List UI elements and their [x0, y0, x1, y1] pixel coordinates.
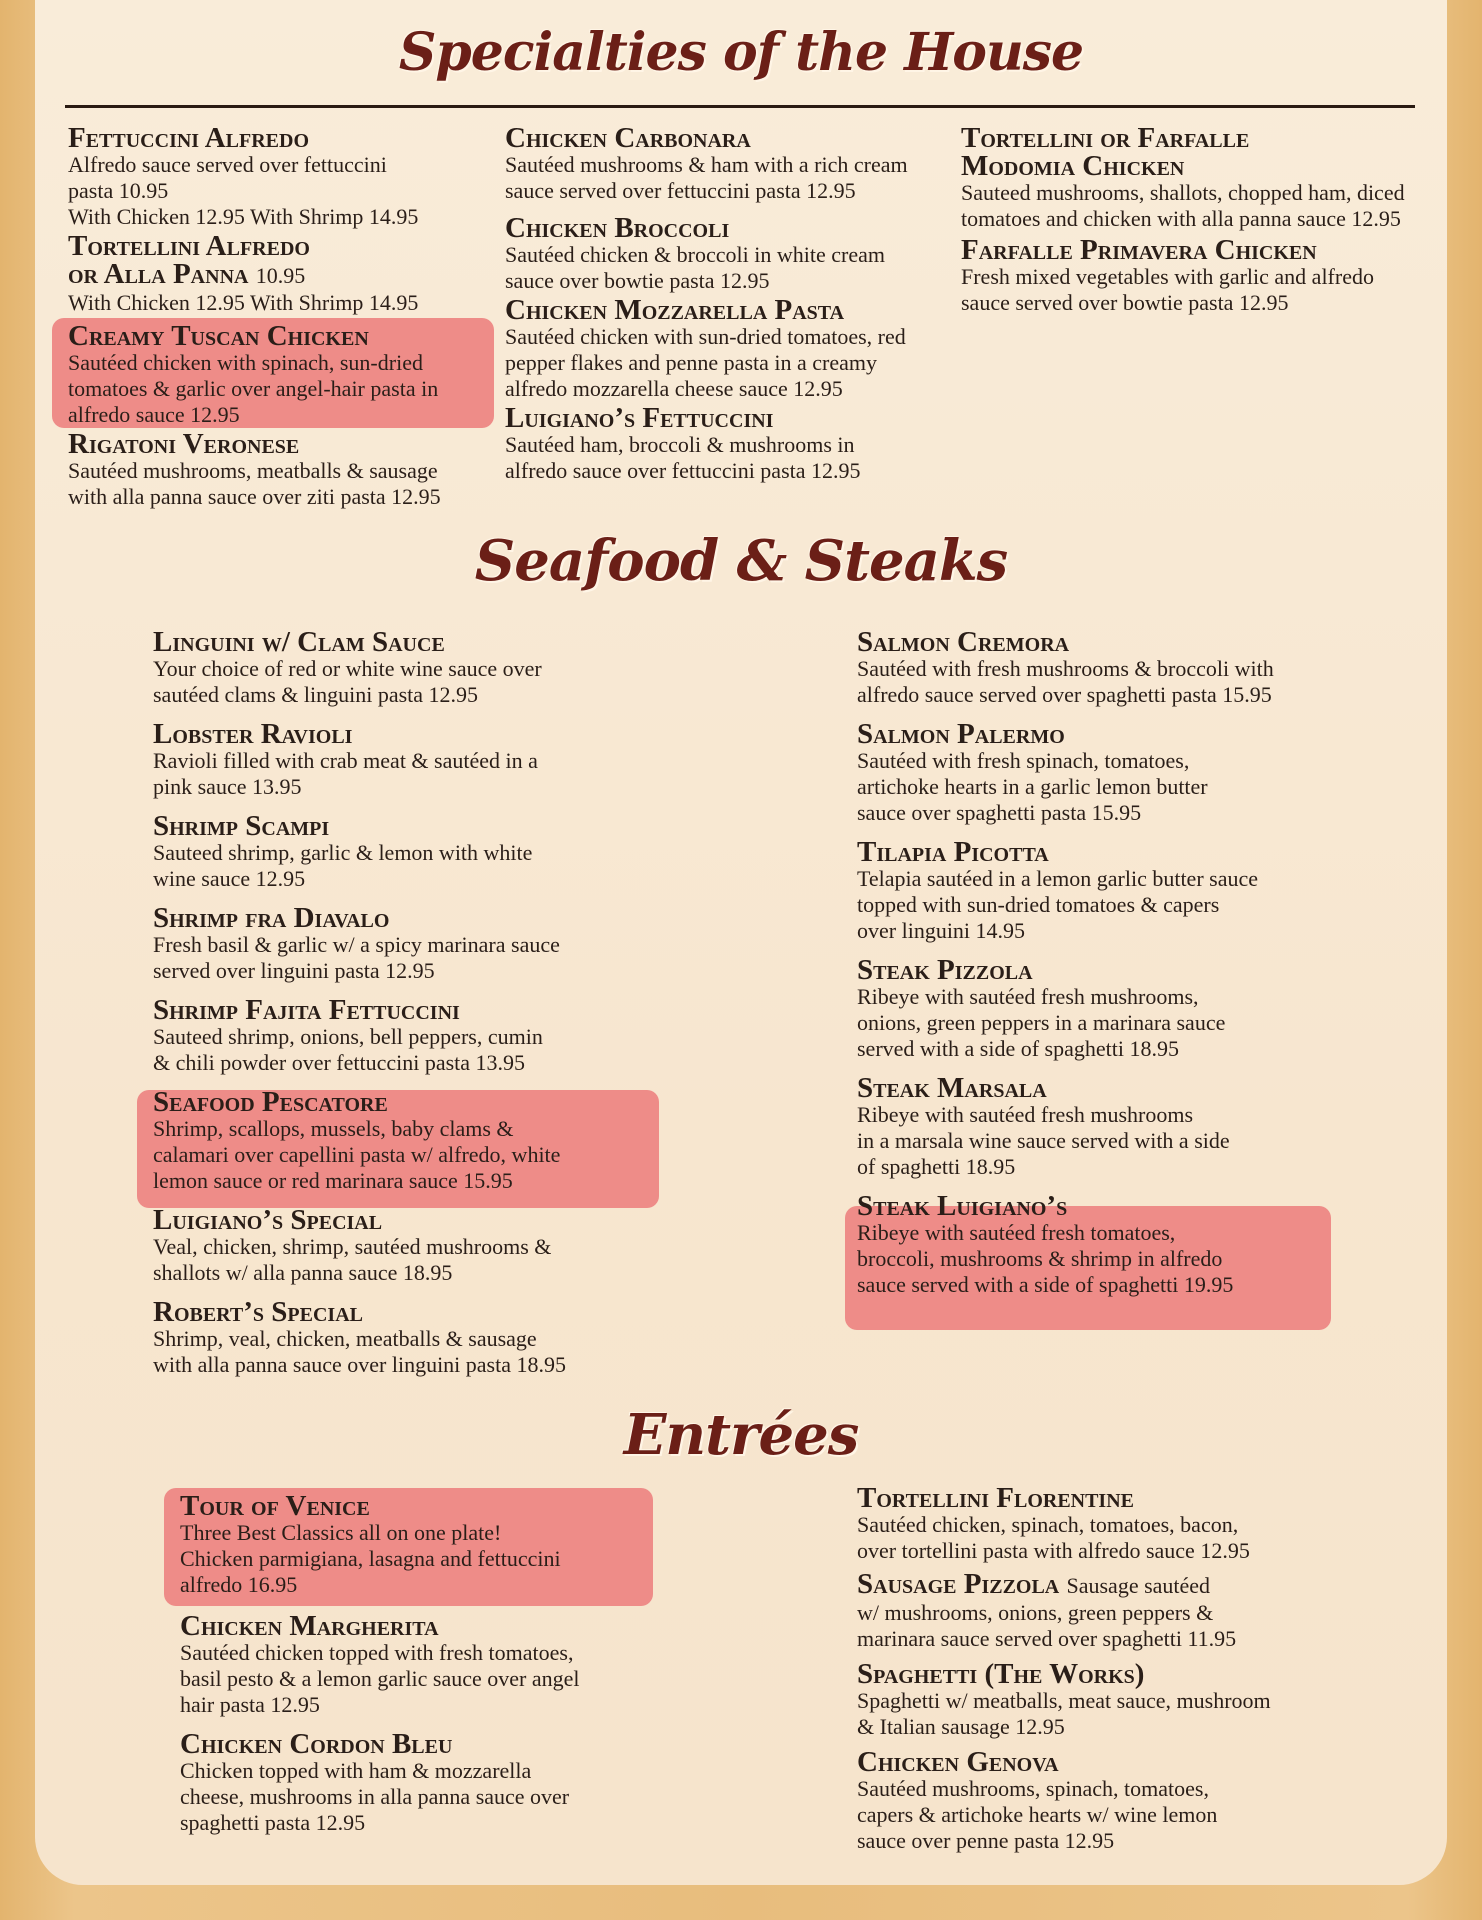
menu-item — [857, 1570, 1357, 1652]
item-desc-line: Sautéed chicken with sun-dried tomatoes, red — [505, 324, 906, 349]
seafood-col-2 — [857, 628, 1357, 1298]
item-desc-line: Chicken parmigiana, lasagna and fettuccini — [180, 1546, 561, 1571]
item-desc-line: sauce served over bowtie pasta 12.95 — [961, 290, 1289, 315]
menu-item — [153, 812, 673, 892]
item-desc-line: capers & artichoke hearts w/ wine lemon — [857, 1802, 1218, 1827]
item-name: Tortellini or Farfalle — [961, 122, 1250, 154]
item-desc-line: in a marsala wine sauce served with a side — [857, 1128, 1230, 1153]
item-name: Farfalle Primavera Chicken — [961, 234, 1317, 266]
item-desc-line: Three Best Classics all on one plate! — [180, 1520, 502, 1545]
item-desc-line: Your choice of red or white wine sauce over — [153, 656, 542, 681]
menu-item — [153, 1088, 673, 1194]
item-desc-line: Sauteed mushrooms, shallots, chopped ham, diced — [961, 180, 1405, 205]
item-name: Chicken Margherita — [180, 1610, 439, 1642]
menu-item — [857, 956, 1357, 1062]
item-name: Tour of Venice — [180, 1490, 370, 1522]
item-desc-line: sauce over spaghetti pasta 15.95 — [857, 800, 1142, 825]
entrees-col-1 — [180, 1492, 660, 1836]
item-desc-line: sauce over bowtie pasta 12.95 — [505, 268, 770, 293]
entrees-col-2 — [857, 1484, 1357, 1854]
item-name: Steak Marsala — [857, 1072, 1047, 1104]
seafood-heading: Seafood & Steaks — [474, 528, 1008, 594]
menu-item — [68, 124, 508, 230]
entrees-heading: Entrées — [623, 1402, 859, 1468]
menu-item — [68, 322, 508, 428]
menu-item — [961, 124, 1441, 232]
item-desc-line: with alla panna sauce over ziti pasta 12.95 — [68, 484, 441, 509]
item-desc-line: Sautéed mushrooms, meatballs & sausage — [68, 458, 438, 483]
seafood-col-1 — [153, 628, 673, 1378]
menu-item — [153, 628, 673, 708]
item-name: Steak Pizzola — [857, 954, 1033, 986]
menu-item — [505, 214, 965, 294]
item-name: or Alla Panna — [68, 258, 249, 290]
item-desc-line: Sauteed shrimp, onions, bell peppers, cumin — [153, 1024, 543, 1049]
menu-item — [153, 720, 673, 800]
menu-item — [153, 996, 673, 1076]
item-desc-line: Sautéed chicken & broccoli in white cream — [505, 242, 885, 267]
menu-item — [153, 904, 673, 984]
item-desc-line: hair pasta 12.95 — [180, 1692, 320, 1717]
item-desc-line: Sautéed chicken, spinach, tomatoes, bacon, — [857, 1512, 1239, 1537]
item-name: Tortellini Alfredo — [68, 230, 310, 262]
item-desc-line: Sautéed mushrooms & ham with a rich cream — [505, 152, 908, 177]
menu-item — [505, 404, 965, 484]
item-desc-line: Veal, chicken, shrimp, sautéed mushrooms & — [153, 1234, 552, 1259]
item-desc-line: calamari over capellini pasta w/ alfredo, white — [153, 1142, 561, 1167]
menu-item — [857, 628, 1357, 708]
item-desc-line: cheese, mushrooms in alla panna sauce over — [180, 1784, 570, 1809]
item-desc-line: of spaghetti 18.95 — [857, 1154, 1016, 1179]
item-desc-line: w/ mushrooms, onions, green peppers & — [857, 1600, 1214, 1625]
item-name: Luigiano’s Fettuccini — [505, 402, 774, 434]
menu-item — [857, 720, 1357, 826]
item-desc-line: over tortellini pasta with alfredo sauce 12.95 — [857, 1538, 1250, 1563]
item-name: Chicken Carbonara — [505, 122, 751, 154]
item-desc-line: Ravioli filled with crab meat & sautéed in a — [153, 748, 538, 773]
item-name: Seafood Pescatore — [153, 1086, 388, 1118]
item-name: Steak Luigiano’s — [857, 1190, 1068, 1222]
item-name: Modomia Chicken — [961, 150, 1185, 182]
menu-item — [857, 1748, 1357, 1854]
item-desc-line: Alfredo sauce served over fettuccini — [68, 152, 387, 177]
item-desc-line: topped with sun-dried tomatoes & capers — [857, 892, 1220, 917]
item-desc-line: served over linguini pasta 12.95 — [153, 958, 435, 983]
item-desc-line: sauce over penne pasta 12.95 — [857, 1828, 1115, 1853]
item-desc-line: alfredo mozzarella cheese sauce 12.95 — [505, 376, 843, 401]
item-desc-line: sauce served with a side of spaghetti 19.95 — [857, 1272, 1234, 1297]
menu-item — [68, 232, 508, 316]
item-desc-line: & chili powder over fettuccini pasta 13.95 — [153, 1050, 526, 1075]
item-desc-line: pink sauce 13.95 — [153, 774, 302, 799]
item-name: Chicken Mozzarella Pasta — [505, 294, 845, 326]
item-desc-line: with alla panna sauce over linguini pasta 18.95 — [153, 1352, 566, 1377]
item-desc-line: With Chicken 12.95 With Shrimp 14.95 — [68, 204, 419, 229]
item-name: Sausage Pizzola — [857, 1568, 1060, 1600]
item-desc-inline: Sausage sautéed — [1066, 1573, 1211, 1598]
item-desc-line: Sautéed ham, broccoli & mushrooms in — [505, 432, 855, 457]
item-desc-line: artichoke hearts in a garlic lemon butter — [857, 774, 1208, 799]
item-desc-line: Fresh mixed vegetables with garlic and alfredo — [961, 264, 1374, 289]
item-name: Tortellini Florentine — [857, 1482, 1135, 1514]
item-desc-line: Shrimp, veal, chicken, meatballs & sausage — [153, 1326, 537, 1351]
menu-item — [180, 1612, 660, 1718]
menu-item — [857, 1660, 1357, 1740]
item-desc-line: With Chicken 12.95 With Shrimp 14.95 — [68, 290, 419, 315]
item-desc-line: alfredo 16.95 — [180, 1572, 298, 1597]
item-desc-line: Telapia sautéed in a lemon garlic butter sauce — [857, 866, 1259, 891]
item-desc-line: Chicken topped with ham & mozzarella — [180, 1758, 532, 1783]
item-desc-line: alfredo sauce over fettuccini pasta 12.95 — [505, 458, 861, 483]
specialties-col-1 — [68, 124, 508, 510]
item-desc-line: served with a side of spaghetti 18.95 — [857, 1036, 1179, 1061]
item-desc-line: pepper flakes and penne pasta in a creamy — [505, 350, 877, 375]
item-name: Creamy Tuscan Chicken — [68, 320, 369, 352]
menu-item — [857, 1192, 1357, 1298]
menu-item — [961, 236, 1441, 316]
item-desc-line: wine sauce 12.95 — [153, 866, 306, 891]
item-desc-line: sautéed clams & linguini pasta 12.95 — [153, 682, 479, 707]
item-price: 10.95 — [255, 263, 306, 288]
menu-item — [180, 1492, 660, 1598]
item-desc-line: basil pesto & a lemon garlic sauce over angel — [180, 1666, 580, 1691]
menu-item — [180, 1730, 660, 1836]
item-name: Shrimp Fajita Fettuccini — [153, 994, 460, 1026]
menu-item — [857, 1484, 1357, 1564]
item-name: Fettuccini Alfredo — [68, 122, 310, 154]
item-name: Chicken Cordon Bleu — [180, 1728, 453, 1760]
menu-item — [153, 1298, 673, 1378]
item-name: Rigatoni Veronese — [68, 428, 300, 460]
item-name: Chicken Genova — [857, 1746, 1059, 1778]
item-desc-line: shallots w/ alla panna sauce 18.95 — [153, 1260, 453, 1285]
item-name: Shrimp fra Diavalo — [153, 902, 390, 934]
item-desc-line: pasta 10.95 — [68, 178, 169, 203]
item-desc-line: over linguini 14.95 — [857, 918, 1026, 943]
item-name: Robert’s Special — [153, 1296, 363, 1328]
item-name: Spaghetti (The Works) — [857, 1658, 1145, 1690]
menu-item — [505, 124, 965, 204]
item-desc-line: Sautéed chicken with spinach, sun-dried — [68, 350, 423, 375]
specialties-col-3 — [961, 124, 1441, 316]
item-desc-line: Shrimp, scallops, mussels, baby clams & — [153, 1116, 514, 1141]
item-desc-line: tomatoes & garlic over angel-hair pasta in — [68, 376, 439, 401]
menu-item — [153, 1206, 673, 1286]
heading-divider — [65, 105, 1415, 108]
item-desc-line: Sauteed shrimp, garlic & lemon with white — [153, 840, 533, 865]
specialties-col-2 — [505, 124, 965, 484]
item-desc-line: tomatoes and chicken with alla panna sauce 12.95 — [961, 206, 1401, 231]
item-name: Salmon Cremora — [857, 626, 1070, 658]
item-desc-line: marinara sauce served over spaghetti 11.95 — [857, 1626, 1237, 1651]
item-desc-line: Spaghetti w/ meatballs, meat sauce, mushroom — [857, 1688, 1271, 1713]
item-name: Shrimp Scampi — [153, 810, 330, 842]
item-desc-line: onions, green peppers in a marinara sauce — [857, 1010, 1226, 1035]
item-desc-line: sauce served over fettuccini pasta 12.95 — [505, 178, 856, 203]
menu-item — [857, 1074, 1357, 1180]
item-desc-line: Sautéed mushrooms, spinach, tomatoes, — [857, 1776, 1209, 1801]
item-desc-line: & Italian sausage 12.95 — [857, 1714, 1065, 1739]
item-desc-line: Sautéed with fresh spinach, tomatoes, — [857, 748, 1190, 773]
item-name: Tilapia Picotta — [857, 836, 1049, 868]
menu-item — [68, 430, 508, 510]
item-desc-line: Fresh basil & garlic w/ a spicy marinara sauce — [153, 932, 560, 957]
item-desc-line: broccoli, mushrooms & shrimp in alfredo — [857, 1246, 1223, 1271]
item-desc-line: Ribeye with sautéed fresh mushrooms, — [857, 984, 1199, 1009]
item-name: Lobster Ravioli — [153, 718, 353, 750]
item-desc-line: Sautéed chicken topped with fresh tomatoes, — [180, 1640, 574, 1665]
specialties-heading: Specialties of the House — [398, 22, 1084, 83]
item-name: Linguini w/ Clam Sauce — [153, 626, 445, 658]
item-desc-line: Ribeye with sautéed fresh mushrooms — [857, 1102, 1194, 1127]
menu-item — [857, 838, 1357, 944]
item-name: Salmon Palermo — [857, 718, 1065, 750]
item-desc-line: alfredo sauce 12.95 — [68, 402, 240, 427]
item-desc-line: lemon sauce or red marinara sauce 15.95 — [153, 1168, 513, 1193]
item-desc-line: alfredo sauce served over spaghetti pasta 15.95 — [857, 682, 1272, 707]
item-name: Chicken Broccoli — [505, 212, 730, 244]
item-name: Luigiano’s Special — [153, 1204, 383, 1236]
item-desc-line: Sautéed with fresh mushrooms & broccoli with — [857, 656, 1274, 681]
menu-item — [505, 296, 965, 402]
item-desc-line: Ribeye with sautéed fresh tomatoes, — [857, 1220, 1176, 1245]
item-desc-line: spaghetti pasta 12.95 — [180, 1810, 366, 1835]
